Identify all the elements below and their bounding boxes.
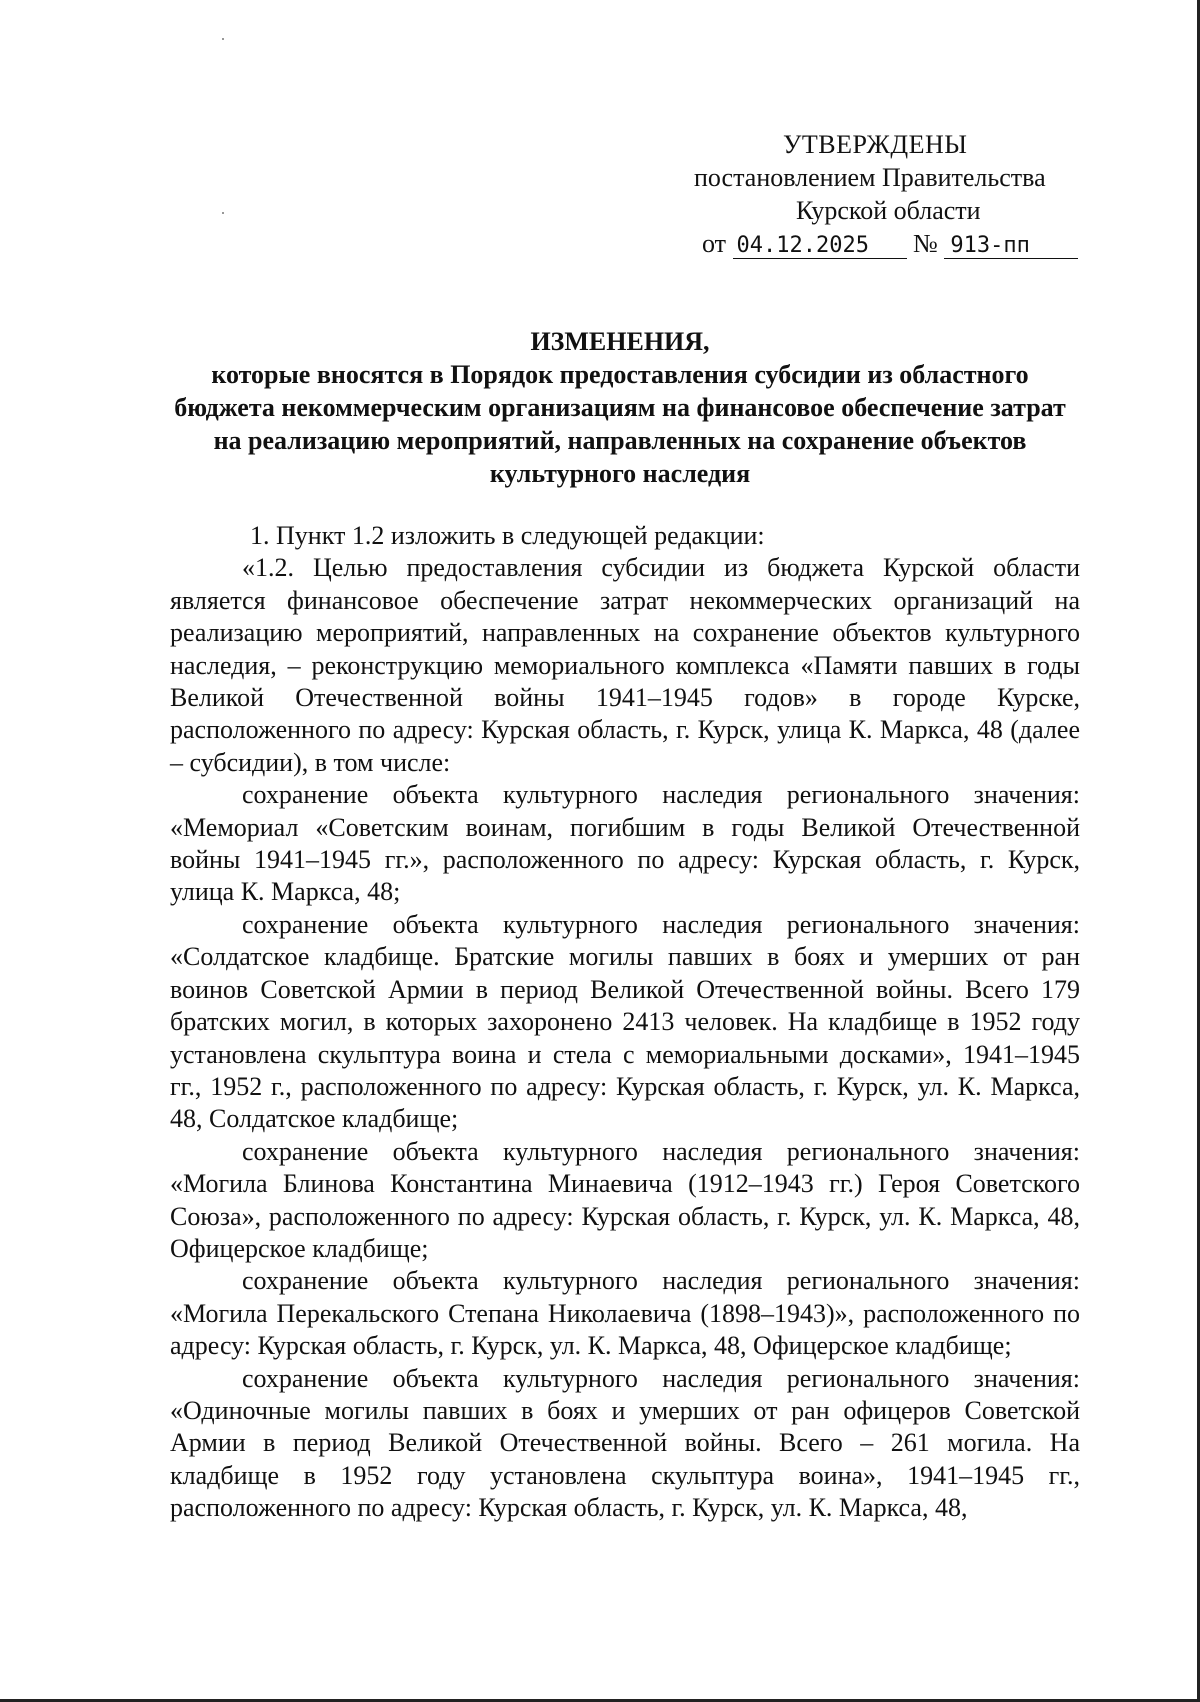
approval-date-number-line xyxy=(680,227,1100,260)
title-main: ИЗМЕНЕНИЯ, xyxy=(530,327,710,356)
scan-speck xyxy=(222,212,224,214)
paragraph-object-blinov-grave: сохранение объекта культурного наследия регионального значения: «Могила Блинова Константина Минаевича (1912–1943 гг.) Героя Советского Союза», расположенного по адресу: Курская область, г. Курск, ул. К. Маркса, 48, Офицерское кладбище; xyxy=(170,1136,1080,1263)
document-body xyxy=(170,520,1080,1525)
scan-speck xyxy=(222,38,224,40)
paragraph-object-memorial: сохранение объекта культурного наследия регионального значения: «Мемориал «Советским воинам, погибшим в годы Великой Отечественной войны 1941–1945 гг.», расположенного по адресу: Курская область, г. Курск, улица К. Маркса, 48; xyxy=(170,780,1080,907)
approval-line-region: Курской области xyxy=(796,196,981,225)
paragraph-object-officer-graves: сохранение объекта культурного наследия регионального значения: «Одиночные могилы павших в боях и умерших от ран офицеров Советской Армии в период Великой Отечественной войны. Всего – 261 могила. На кладбище в 1952 году установлена скульптура воина», 1941–1945 гг., расположенного по адресу: Курская область, г. Курск, ул. К. Маркса, 48, xyxy=(170,1363,1080,1523)
title-subtitle: которые вносятся в Порядок предоставления субсидии из областного бюджета некоммерческим организациям на финансовое обеспечение затрат на реализацию мероприятий, направленных на сохранение объектов культурного наследия xyxy=(174,360,1066,488)
resolution-date: 04.12.2025 xyxy=(733,234,907,259)
resolution-number: 913-пп xyxy=(944,234,1078,259)
paragraph-item-1: 1. Пункт 1.2 изложить в следующей редакции: xyxy=(250,521,765,550)
approval-heading: УТВЕРЖДЕНЫ xyxy=(783,130,968,159)
number-label: № xyxy=(913,229,938,258)
paragraph-object-soldier-cemetery: сохранение объекта культурного наследия регионального значения: «Солдатское кладбище. Братские могилы павших в боях и умерших от ран воинов Советской Армии в период Великой Отечественной войны. Всего 179 братских могил, в которых захоронено 2413 человек. На кладбище в 1952 году установлена скульптура воина и стела с мемориальными досками», 1941–1945 гг., 1952 г., расположенного по адресу: Курская область, г. Курск, ул. К. Маркса, 48, Солдатское кладбище; xyxy=(170,909,1080,1134)
approval-line-resolution: постановлением Правительства xyxy=(694,163,1046,192)
from-label: от xyxy=(702,229,727,258)
paragraph-object-perekalsky-grave: сохранение объекта культурного наследия регионального значения: «Могила Перекальского Степана Николаевича (1898–1943)», расположенного по адресу: Курская область, г. Курск, ул. К. Маркса, 48, Офицерское кладбище; xyxy=(170,1266,1080,1361)
document-title xyxy=(160,325,1080,490)
paragraph-clause-1-2: «1.2. Целью предоставления субсидии из бюджета Курской области является финансовое обеспечение затрат некоммерческих организаций на реализацию мероприятий, направленных на сохранение объектов культурного наследия, – реконструкцию мемориального комплекса «Памяти павших в годы Великой Отечественной войны 1941–1945 годов» в городе Курске, расположенного по адресу: Курская область, г. Курск, улица К. Маркса, 48 (далее – субсидии), в том числе: xyxy=(170,553,1080,777)
approval-stamp-block xyxy=(680,128,1100,260)
